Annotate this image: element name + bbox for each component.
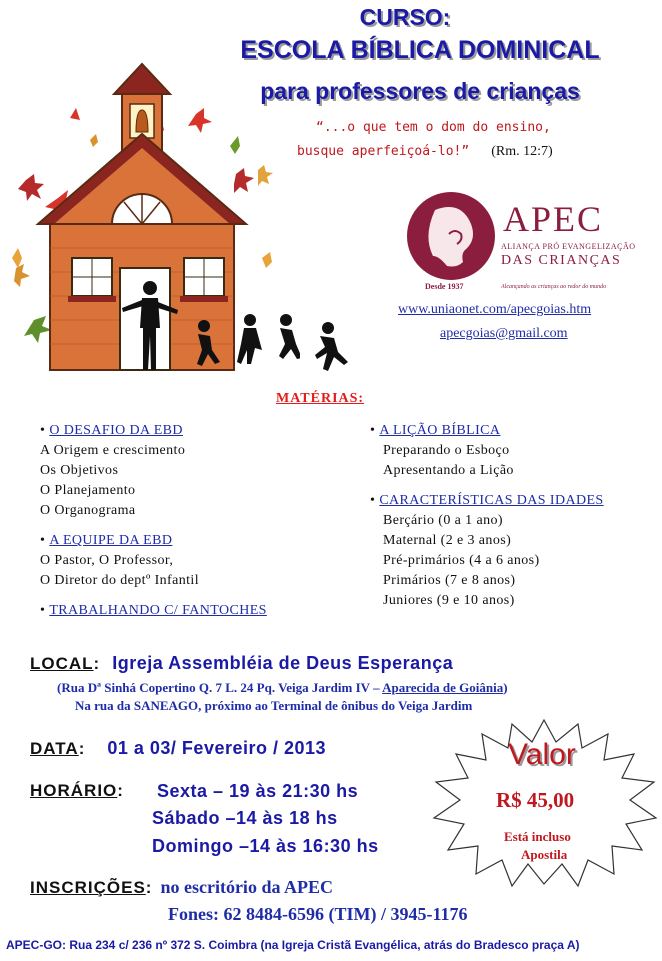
- subject-item: Primários (7 e 8 anos): [383, 573, 516, 588]
- registration-phones: Fones: 62 8484-6596 (TIM) / 3945-1176: [168, 904, 468, 924]
- subject-title: O DESAFIO DA EBD: [49, 423, 183, 438]
- bible-quote-line2-row: [297, 142, 553, 160]
- bullet-icon: •: [370, 493, 376, 508]
- course-title: ESCOLA BÍBLICA DOMINICAL: [240, 36, 600, 64]
- price-title: Valor: [508, 738, 576, 771]
- subject-item: Berçário (0 a 1 ano): [383, 513, 503, 528]
- subject-item: O Pastor, O Professor,: [40, 553, 174, 568]
- address-line1: [57, 680, 508, 696]
- apec-emblem-icon: [405, 190, 497, 282]
- date-label: DATA: [30, 739, 79, 758]
- schedule-colon: :: [117, 781, 124, 800]
- address-close-paren: ): [503, 680, 508, 695]
- subject-item: A Origem e crescimento: [40, 443, 186, 458]
- bullet-icon: •: [40, 603, 46, 618]
- footer-text: Rua 234 c/ 236 nº 372 S. Coimbra (na Igreja Cristã Evangélica, atrás do Bradesco praça A): [66, 938, 580, 952]
- subject-group: [370, 491, 660, 511]
- subject-item: Pré-primários (4 a 6 anos): [383, 553, 540, 568]
- bible-reference: (Rm. 12:7): [491, 144, 553, 159]
- subject-item: O Diretor do deptº Infantil: [40, 573, 199, 588]
- bible-quote-line2: busque aperfeiçoá-lo!”: [297, 144, 470, 159]
- schedule-line: Sexta – 19 às 21:30 hs: [157, 781, 359, 801]
- schedule-label: HORÁRIO: [30, 781, 118, 800]
- subject-title: TRABALHANDO C/ FANTOCHES: [49, 603, 267, 618]
- apec-logo-line1: ALIANÇA PRÓ EVANGELIZAÇÃO: [501, 242, 636, 251]
- address-line2: Na rua da SANEAGO, próximo ao Terminal de ônibus do Veiga Jardim: [75, 698, 473, 713]
- price-note2: Apostila: [521, 847, 568, 862]
- bullet-icon: •: [40, 423, 46, 438]
- schedule-row: [30, 781, 124, 801]
- subject-item: Juniores (9 e 10 anos): [383, 593, 515, 608]
- registration-row: [30, 877, 333, 898]
- subjects-left-column: [40, 421, 360, 621]
- subject-item: Os Objetivos: [40, 463, 119, 478]
- registration-label: INSCRIÇÕES: [30, 878, 146, 897]
- date-row: [30, 738, 326, 759]
- subject-item: Maternal (2 e 3 anos): [383, 533, 512, 548]
- subject-group: [40, 601, 360, 621]
- apec-logo: [405, 190, 645, 300]
- website-link[interactable]: www.uniaonet.com/apecgoias.htm: [398, 302, 592, 317]
- email-link[interactable]: apecgoias@gmail.com: [440, 326, 568, 341]
- price-note1: Está incluso: [504, 829, 571, 844]
- local-row: [30, 653, 453, 674]
- registration-colon: :: [145, 878, 153, 897]
- running-child-silhouette: [300, 320, 350, 380]
- date-colon: :: [78, 739, 86, 758]
- bullet-icon: •: [40, 533, 46, 548]
- footer-label: APEC-GO:: [6, 938, 66, 952]
- address-line1-text: (Rua Dª Sinhá Copertino Q. 7 L. 24 Pq. Veiga Jardim IV –: [57, 680, 383, 695]
- bullet-icon: •: [370, 423, 376, 438]
- bible-quote-line1: “...o que tem o dom do ensino,: [316, 120, 551, 135]
- footer-address: [6, 938, 580, 952]
- registration-value: no escritório da APEC: [160, 877, 333, 897]
- subject-title: CARACTERÍSTICAS DAS IDADES: [379, 493, 604, 508]
- course-subtitle: para professores de crianças: [260, 78, 580, 104]
- schedule-line: Sábado –14 às 18 hs: [152, 808, 338, 828]
- subject-title: A EQUIPE DA EBD: [49, 533, 173, 548]
- local-value: Igreja Assembléia de Deus Esperança: [112, 653, 454, 673]
- apec-logo-tagline: Alcançando as crianças ao redor do mundo: [501, 284, 607, 290]
- schoolhouse-illustration: [0, 58, 300, 378]
- address-city: Aparecida de Goiânia: [382, 680, 504, 695]
- price-value: R$ 45,00: [496, 788, 575, 812]
- subject-item: O Organograma: [40, 503, 136, 518]
- subjects-right-column: [370, 421, 660, 611]
- course-label: CURSO:: [359, 4, 451, 30]
- apec-logo-name: APEC: [503, 199, 604, 239]
- subject-title: A LIÇÃO BÍBLICA: [379, 423, 501, 438]
- subject-group: [40, 531, 360, 551]
- subject-item: Preparando o Esboço: [383, 443, 510, 458]
- apec-logo-line2: DAS CRIANÇAS: [501, 253, 622, 268]
- subjects-heading: MATÉRIAS:: [276, 391, 365, 406]
- local-label: LOCAL: [30, 654, 94, 673]
- subject-group: [370, 421, 660, 441]
- subject-group: [40, 421, 360, 441]
- local-colon: :: [93, 654, 101, 673]
- apec-logo-since: Desde 1937: [425, 282, 464, 291]
- date-value: 01 a 03/ Fevereiro / 2013: [107, 738, 327, 758]
- schedule-line: Domingo –14 às 16:30 hs: [152, 836, 379, 856]
- subject-item: Apresentando a Lição: [383, 463, 514, 478]
- subject-item: O Planejamento: [40, 483, 136, 498]
